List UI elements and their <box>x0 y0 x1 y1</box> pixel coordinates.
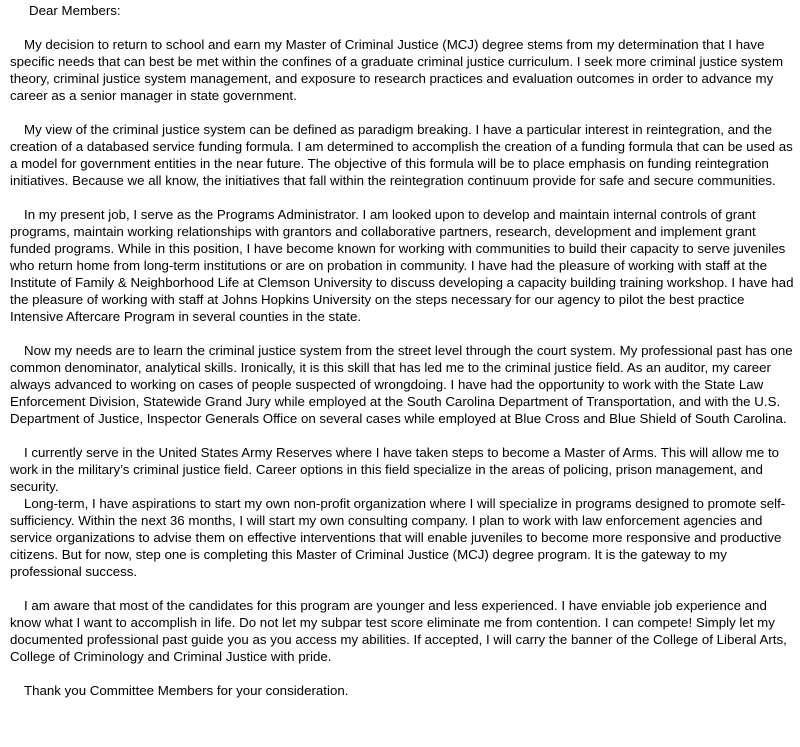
letter-document <box>10 2 796 699</box>
paragraph-mcj-decision: My decision to return to school and earn my Master of Criminal Justice (MCJ) degree stems from my determination that I have specific needs that can best be met within the confines of a graduate criminal justice curriculum. I seek more criminal justice system theory, criminal justice system management, and exposure to research practices and evaluation outcomes in order to advance my career as a senior manager in state government. <box>10 37 784 103</box>
closing-line: Thank you Committee Members for your consideration. <box>24 683 349 698</box>
paragraph-candidates: I am aware that most of the candidates for this program are younger and less experienced. I have enviable job experience and know what I want to accomplish in life. Do not let my subpar test score eliminate me from contention. I can compete! Simply let my documented professional past guide you as you access my abilities. If accepted, I will carry the banner of the College of Liberal Arts, College of Criminology and Criminal Justice with pride. <box>10 598 787 664</box>
paragraph-needs: Now my needs are to learn the criminal justice system from the street level through the court system. My professional past has one common denominator, analytical skills. Ironically, it is this skill that has led me to the criminal justice field. As an auditor, my career always advanced to working on cases of people suspected of wrongdoing. I have had the opportunity to work with the State Law Enforcement Division, Statewide Grand Jury while employed at the South Carolina Department of Transportation, and with the U.S. Department of Justice, Inspector Generals Office on several cases while employed at Blue Cross and Blue Shield of South Carolina. <box>10 343 793 426</box>
paragraph-criminal-justice-view: My view of the criminal justice system can be defined as paradigm breaking. I have a particular interest in reintegration, and the creation of a databased service funding formula. I am determined to accomplish the creation of a funding formula that can be used as a model for government entities in the near future. The objective of this formula will be to place emphasis on funding reintegration initiatives. Because we all know, the initiatives that fall within the reintegration continuum provide for safe and secure communities. <box>10 122 793 188</box>
paragraph-army-reserves: I currently serve in the United States Army Reserves where I have taken steps to become a Master of Arms. This will allow me to work in the military’s criminal justice field. Career options in this field specialize in the areas of policing, prison management, and security. <box>10 445 780 494</box>
paragraph-long-term: Long-term, I have aspirations to start my own non-profit organization where I will specialize in programs designed to promote self-sufficiency. Within the next 36 months, I will start my own consulting company. I plan to work with law enforcement agencies and service organizations to advise them on effective interventions that will enable juveniles to become more responsive and productive citizens. But for now, step one is completing this Master of Criminal Justice (MCJ) degree program. It is the gateway to my professional success. <box>10 496 786 579</box>
paragraph-present-job: In my present job, I serve as the Programs Administrator. I am looked upon to develop and maintain internal controls of grant programs, maintain working relationships with grantors and collaborative partners, research, development and implement grant funded programs. While in this position, I have become known for working with communities to build their capacity to serve juveniles who return home from long-term institutions or are on probation in community. I have had the pleasure of working with staff at the Institute of Family & Neighborhood Life at Clemson University to discuss developing a capacity building training workshop. I have had the pleasure of working with staff at Johns Hopkins University on the steps necessary for our agency to pilot the best practice Intensive Aftercare Program in several counties in the state. <box>10 207 794 324</box>
salutation: Dear Members: <box>29 3 121 18</box>
